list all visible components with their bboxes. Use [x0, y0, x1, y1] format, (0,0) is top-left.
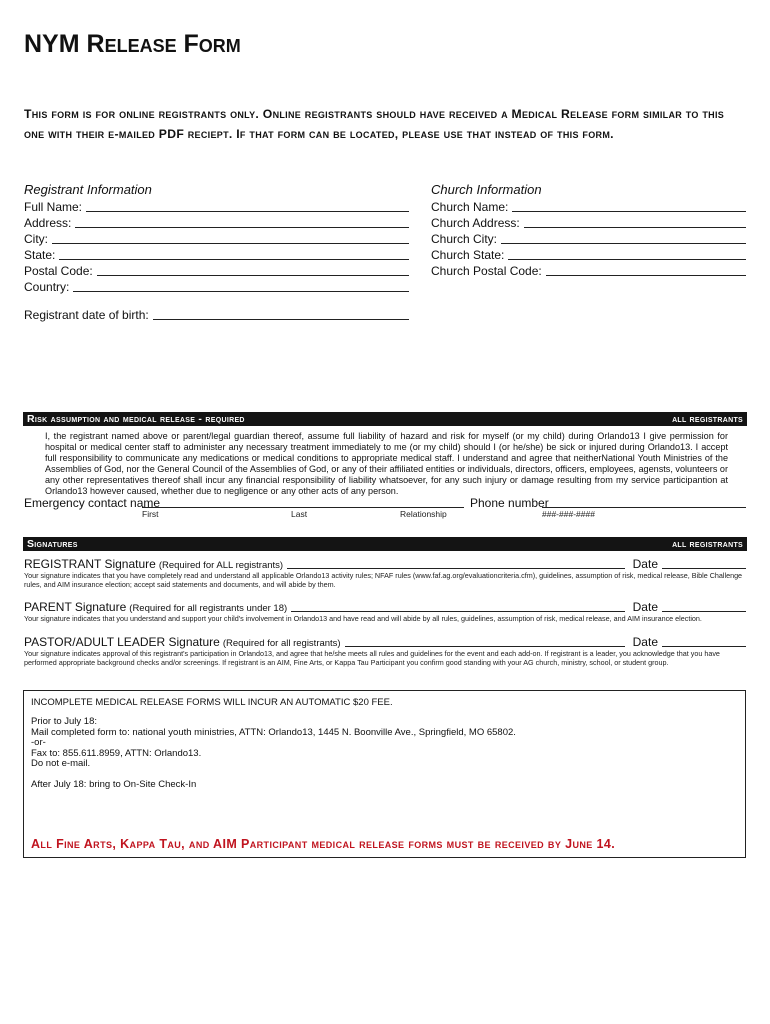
- church-heading: Church Information: [431, 182, 542, 197]
- pastor-signature-note: (Required for all registrants): [222, 638, 341, 649]
- phone-format-hint: ###-###-####: [542, 509, 595, 519]
- church-state-label: Church State:: [431, 248, 505, 262]
- parent-signature-line[interactable]: [291, 611, 624, 612]
- church-city-label: Church City:: [431, 232, 498, 246]
- dob-line[interactable]: [153, 319, 409, 320]
- risk-header-title: Risk assumption and medical release - required: [27, 413, 245, 425]
- fax-number: Fax to: 855.611.8959, ATTN: Orlando13.: [31, 747, 202, 759]
- parent-signature-text: Your signature indicates that you understand and support your child's involvement in Orlando13 and have read and will abide by all rules, guidelines, assumption of risk, medical release, and AIM insurance election.: [24, 614, 702, 623]
- late-fee-notice: INCOMPLETE MEDICAL RELEASE FORMS WILL INCUR AN AUTOMATIC $20 FEE.: [31, 697, 393, 708]
- country-label: Country:: [24, 280, 70, 294]
- pastor-date-line[interactable]: [662, 646, 746, 647]
- registrant-date-line[interactable]: [662, 568, 746, 569]
- no-email-notice: Do not e-mail.: [31, 758, 91, 769]
- risk-section-header: [23, 412, 747, 426]
- after-date-instructions: After July 18: bring to On-Site Check-In: [31, 779, 197, 790]
- online-notice: This form is for online registrants only. Online registrants should have received a Medical Release form similar to this one with their e-mailed PDF reciept. If that form can be located, please use that instead of this form.: [24, 107, 725, 141]
- church-address-label: Church Address:: [431, 216, 520, 230]
- or-separator: -or-: [31, 737, 46, 748]
- title-text: Release Form: [86, 30, 241, 58]
- phone-number-label: Phone number: [470, 496, 549, 510]
- full-name-line[interactable]: [86, 211, 409, 212]
- dob-field[interactable]: [24, 306, 409, 322]
- registrant-heading: Registrant Information: [24, 182, 152, 197]
- church-city-line[interactable]: [501, 243, 746, 244]
- parent-signature-note: (Required for all registrants under 18): [129, 603, 288, 614]
- church-state-field[interactable]: [431, 246, 746, 262]
- risk-header-scope: all registrants: [672, 413, 743, 425]
- prior-label: Prior to July 18:: [31, 716, 97, 727]
- registrant-date-label: Date: [632, 557, 658, 571]
- emergency-contact-label: Emergency contact name: [24, 496, 161, 510]
- registrant-signature-line[interactable]: [287, 568, 625, 569]
- church-fields: [431, 198, 746, 278]
- full-name-label: Full Name:: [24, 200, 83, 214]
- registrant-signature-text: Your signature indicates that you have completely read and understand all applicable Orlando13 activity rules; NFAF rules (www.faf.ag.org/evaluationcriteria.cfm), guidelines, assumption of risk, medical release, Bible Challenge rules, and AIM insurance election; accept said statements and documents, and will abide by them.: [24, 571, 743, 589]
- registrant-signature-note: (Required for ALL registrants): [158, 560, 284, 571]
- postal-code-line[interactable]: [97, 275, 409, 276]
- church-name-line[interactable]: [512, 211, 746, 212]
- state-label: State:: [24, 248, 56, 262]
- risk-release-text: I, the registrant named above or parent/legal guardian thereof, assume full liability of hazard and risk for myself (or my child) during Orlando13 I give permission for hospital or medical center staff to administer any necessary treatment immediately to me (or my child) should I (or he/she) be sick or injured during Orlando13. I accept full responsibility to communicate any medications or medical conditions to appropriate medical staff. I understand and agree that neitherNational Youth Ministries of the Assemblies of God, nor the General Council of the Assemblies of God, or any of their affiliated entities or individuals, directors, officers, employees, agensts, volunteers or any other representatives thereof shall incur any financial responsibility of liability whatsoever, for any such injury or damage resulting from my service participantion at Orlando13 however caused, whether due to negligence or any other acts of any person.: [45, 431, 728, 496]
- city-field[interactable]: [24, 230, 409, 246]
- state-field[interactable]: [24, 246, 409, 262]
- pastor-date-label: Date: [632, 635, 658, 649]
- parent-date-line[interactable]: [662, 611, 746, 612]
- church-name-label: Church Name:: [431, 200, 509, 214]
- emergency-relationship-label: Relationship: [400, 509, 447, 519]
- parent-signature-label: PARENT Signature: [24, 600, 127, 614]
- church-address-field[interactable]: [431, 214, 746, 230]
- submission-info-box: [23, 690, 746, 858]
- pastor-signature-text: Your signature indicates approval of this registrant's participation in Orlando13, and agree that he/she meets all rules and guidelines for the event and each add-on. If registrant is a leader, you acknowledge that you have performed appropriate background checks and/or screenings. If registrant is an AIM, Fine Arts, or Kappa Tau Participant you confirm good standing with your AG church, ministry, school, or student group.: [24, 649, 720, 667]
- signatures-header-title: Signatures: [27, 538, 78, 550]
- church-state-line[interactable]: [508, 259, 746, 260]
- parent-signature-row: [24, 598, 746, 614]
- page-title: [24, 30, 241, 59]
- church-postal-code-field[interactable]: [431, 262, 746, 278]
- dob-label: Registrant date of birth:: [24, 308, 149, 322]
- participant-deadline-notice: All Fine Arts, Kappa Tau, and AIM Participant medical release forms must be received by June 14.: [31, 837, 616, 851]
- emergency-last-label: Last: [291, 509, 308, 519]
- address-line[interactable]: [75, 227, 409, 228]
- registrant-signature-label: REGISTRANT Signature: [24, 557, 156, 571]
- phone-number-line[interactable]: [542, 507, 746, 508]
- registrant-signature-row: [24, 555, 746, 571]
- emergency-contact-line[interactable]: [142, 507, 464, 508]
- address-label: Address:: [24, 216, 72, 230]
- postal-code-field[interactable]: [24, 262, 409, 278]
- church-address-line[interactable]: [524, 227, 746, 228]
- church-postal-code-label: Church Postal Code:: [431, 264, 542, 278]
- title-acronym: NYM: [24, 30, 80, 58]
- mail-instructions: [31, 717, 731, 770]
- parent-date-label: Date: [632, 600, 658, 614]
- city-label: City:: [24, 232, 48, 246]
- signatures-header-scope: all registrants: [672, 538, 743, 550]
- registrant-fields: [24, 198, 409, 294]
- postal-code-label: Postal Code:: [24, 264, 93, 278]
- country-field[interactable]: [24, 278, 409, 294]
- church-city-field[interactable]: [431, 230, 746, 246]
- mail-address: Mail completed form to: national youth ministries, ATTN: Orlando13, 1445 N. Boonville Ave., Springfield, MO 65802.: [31, 726, 516, 738]
- signatures-section-header: [23, 537, 747, 551]
- country-line[interactable]: [73, 291, 409, 292]
- state-line[interactable]: [59, 259, 409, 260]
- pastor-signature-row: [24, 633, 746, 649]
- address-field[interactable]: [24, 214, 409, 230]
- full-name-field[interactable]: [24, 198, 409, 214]
- city-line[interactable]: [52, 243, 409, 244]
- emergency-first-label: First: [142, 509, 159, 519]
- pastor-signature-label: PASTOR/ADULT LEADER Signature: [24, 635, 220, 649]
- pastor-signature-line[interactable]: [345, 646, 625, 647]
- church-postal-code-line[interactable]: [546, 275, 746, 276]
- church-name-field[interactable]: [431, 198, 746, 214]
